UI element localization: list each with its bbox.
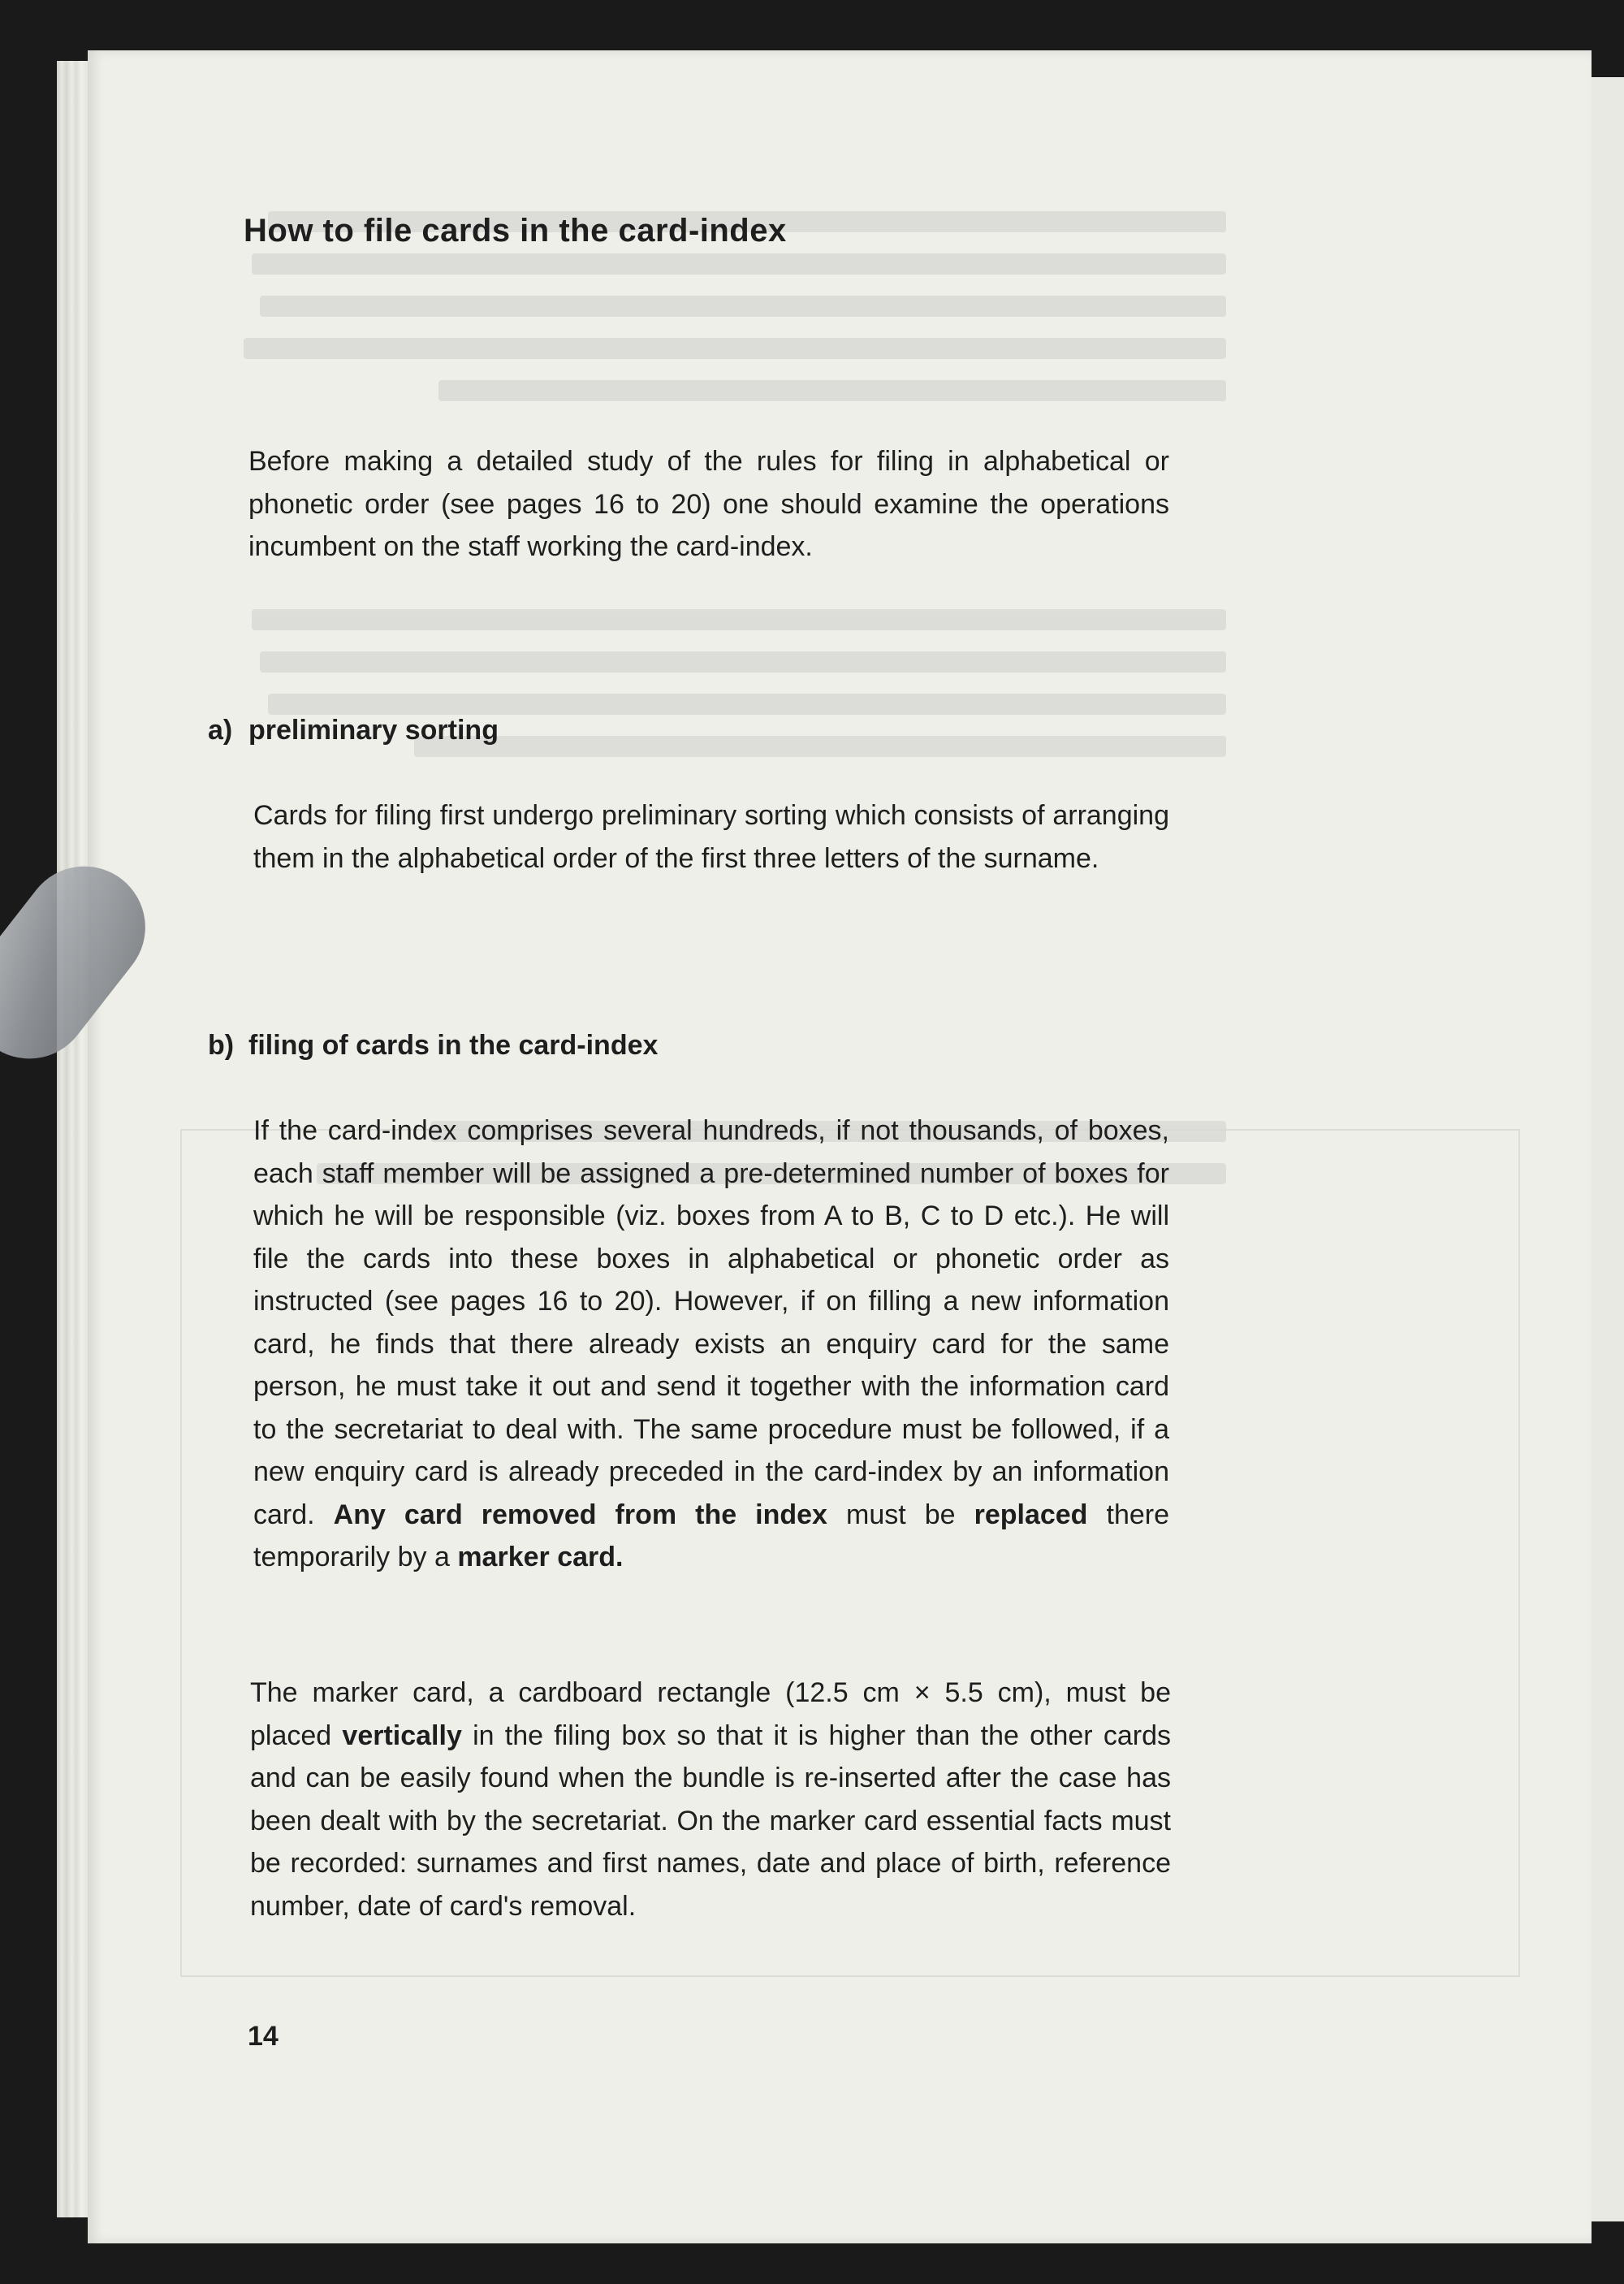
section-b-text-3: there temporarily by a bbox=[253, 1499, 1169, 1572]
emphasis-marker-card: marker card. bbox=[457, 1542, 624, 1572]
emphasis-vertically: vertically bbox=[342, 1719, 462, 1751]
section-b-marker: b) bbox=[208, 1030, 235, 1061]
page-number: 14 bbox=[248, 2021, 279, 2052]
page-title: How to file cards in the card-index bbox=[244, 213, 787, 249]
intro-paragraph: Before making a detailed study of the rules for filing in alphabetical or phonetic order (see pages 16 to 20) one should examine the operations incumbent on the staff working the card-index. bbox=[248, 446, 1169, 562]
section-b-paragraph-1 bbox=[253, 1110, 1169, 1579]
section-b-body: If the card-index comprises several hundreds, if not thousands, of boxes, each staff member will be assigned a pre-determined number of boxes for which he will be responsible (viz. boxes from A to B, C to D etc.). He will file the cards into these boxes in alphabetical or phonetic order as instructed (see pages 16 to 20). However, if on filling a new information card, he finds that there already exists an enquiry card for the same person, he must take it out and send it together with the information card to the secretariat to deal with. The same procedure must be followed, if a new enquiry card is already preceded in the card-index by an information card. bbox=[253, 1115, 1169, 1530]
emphasis-card-removed: Any card removed from the index bbox=[333, 1499, 827, 1530]
marker-card-text-end: in the filing box so that it is higher than the other cards and can be easily found when the bundle is re-inserted after the case has been dealt with by the secretariat. On the marker card essential facts must be recorded: surnames and first names, date and place of birth, reference number, date of card's removal. bbox=[250, 1719, 1171, 1922]
section-b-paragraph-2 bbox=[250, 1672, 1171, 1927]
section-b-text-2: must be bbox=[827, 1499, 974, 1530]
section-a-paragraph: Cards for filing first undergo preliminary sorting which consists of arranging them in the alphabetical order of the first three letters of the surname. bbox=[253, 800, 1169, 874]
section-a-title: preliminary sorting bbox=[248, 715, 499, 746]
section-b-title: filing of cards in the card-index bbox=[248, 1030, 659, 1061]
section-a-heading bbox=[208, 715, 499, 746]
emphasis-replaced: replaced bbox=[974, 1499, 1088, 1530]
section-a-marker: a) bbox=[208, 715, 233, 746]
marker-card-text-start: The marker card, a cardboard rectangle (12.5 cm × 5.5 cm), must be placed bbox=[250, 1677, 1171, 1751]
section-b-heading bbox=[208, 1030, 658, 1062]
